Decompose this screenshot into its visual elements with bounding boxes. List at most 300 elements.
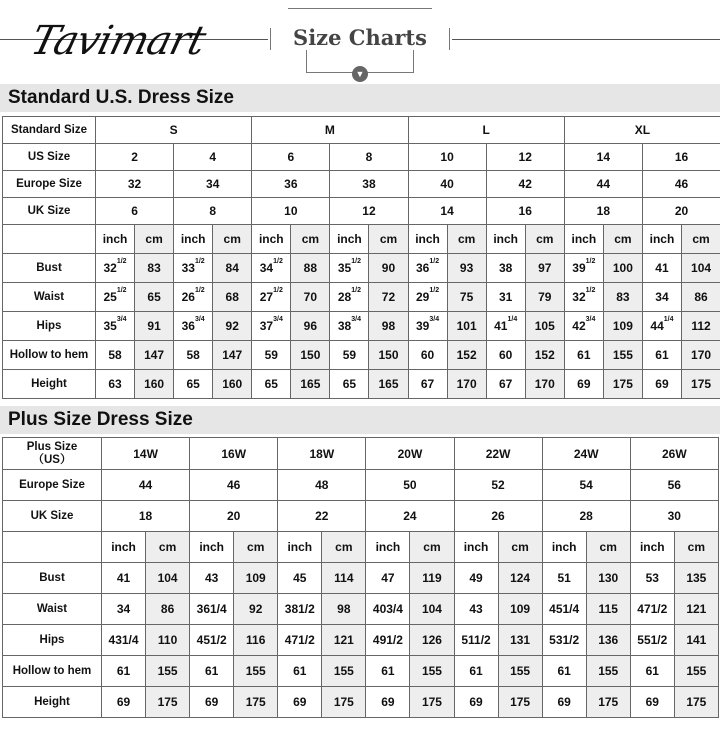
row-label: Bust — [3, 563, 102, 594]
inch-whole: 65 — [342, 377, 357, 391]
inch-value: 61 — [366, 656, 410, 687]
size-cell: 48 — [278, 470, 366, 501]
size-cell: 16 — [642, 144, 720, 171]
inch-value — [174, 341, 213, 370]
inch-header: inch — [454, 532, 498, 563]
inch-value — [408, 283, 447, 312]
inch-whole: 60 — [420, 348, 435, 362]
row-label: Standard Size — [3, 117, 96, 144]
size-cell: 42 — [486, 171, 564, 198]
inch-fraction: 1/2 — [116, 287, 127, 294]
inch-value — [408, 370, 447, 399]
measurement-row — [3, 563, 719, 594]
inch-whole: 59 — [264, 348, 278, 362]
inch-value — [408, 341, 447, 370]
measurement-row — [3, 687, 719, 718]
inch-value — [564, 312, 603, 341]
label-line: Plus Size — [26, 440, 78, 453]
inch-whole: 69 — [577, 377, 591, 391]
cm-value: 175 — [146, 687, 190, 718]
cm-value: 98 — [369, 312, 408, 341]
inch-whole: 32 — [103, 261, 117, 275]
inch-value — [174, 370, 213, 399]
inch-header: inch — [542, 532, 586, 563]
inch-value: 551/2 — [630, 625, 674, 656]
cm-value: 155 — [674, 656, 718, 687]
inch-whole: 42 — [572, 319, 586, 333]
cm-value: 152 — [447, 341, 486, 370]
size-cell: S — [96, 117, 252, 144]
cm-value: 160 — [213, 370, 252, 399]
cm-value: 101 — [447, 312, 486, 341]
cm-value: 155 — [146, 656, 190, 687]
inch-value: 45 — [278, 563, 322, 594]
cm-value: 97 — [525, 254, 564, 283]
inch-value — [174, 254, 213, 283]
europe-size-row — [3, 171, 720, 198]
cm-value: 155 — [586, 656, 630, 687]
cm-value: 175 — [322, 687, 366, 718]
inch-header: inch — [630, 532, 674, 563]
size-cell: 46 — [642, 171, 720, 198]
row-label: UK Size — [3, 198, 96, 225]
cm-header: cm — [213, 225, 252, 254]
cm-value: 160 — [135, 370, 174, 399]
inch-whole: 60 — [498, 348, 513, 362]
cm-value: 175 — [603, 370, 642, 399]
units-row — [3, 532, 719, 563]
inch-whole: 41 — [655, 261, 669, 275]
inch-value: 471/2 — [278, 625, 322, 656]
size-cell: 20 — [642, 198, 720, 225]
size-cell: 4 — [174, 144, 252, 171]
cm-value: 152 — [525, 341, 564, 370]
row-label: Bust — [3, 254, 96, 283]
chevron-down-icon: ▼ — [352, 66, 368, 82]
cm-value: 65 — [135, 283, 174, 312]
inch-fraction: 1/2 — [429, 287, 440, 294]
inch-value — [330, 312, 369, 341]
cm-value: 92 — [213, 312, 252, 341]
inch-whole: 35 — [103, 319, 117, 333]
cm-value: 150 — [369, 341, 408, 370]
label-line: （US） — [32, 453, 72, 466]
cm-value: 100 — [603, 254, 642, 283]
size-cell: 14W — [102, 438, 190, 470]
inch-value: 69 — [278, 687, 322, 718]
inch-value: 61 — [454, 656, 498, 687]
inch-header: inch — [96, 225, 135, 254]
size-cell: 16 — [486, 198, 564, 225]
inch-whole: 41 — [494, 319, 508, 333]
inch-header: inch — [102, 532, 146, 563]
size-cell: 50 — [366, 470, 454, 501]
inch-value — [564, 370, 603, 399]
cm-header: cm — [234, 532, 278, 563]
plus-section-title: Plus Size Dress Size — [0, 406, 720, 434]
inch-fraction: 1/2 — [351, 287, 361, 294]
size-cell: 10 — [408, 144, 486, 171]
inch-fraction: 1/2 — [351, 258, 361, 265]
inch-value — [642, 254, 681, 283]
size-cell: 36 — [252, 171, 330, 198]
cm-header: cm — [498, 532, 542, 563]
cm-value: 86 — [146, 594, 190, 625]
row-label: Height — [3, 687, 102, 718]
row-label: Europe Size — [3, 470, 102, 501]
inch-whole: 28 — [337, 290, 352, 304]
cm-value: 147 — [135, 341, 174, 370]
uk-size-row — [3, 198, 720, 225]
cm-value: 109 — [498, 594, 542, 625]
size-cell: 52 — [454, 470, 542, 501]
inch-value: 471/2 — [630, 594, 674, 625]
inch-fraction: 3/4 — [273, 316, 283, 323]
cm-header: cm — [447, 225, 486, 254]
size-cell: 46 — [190, 470, 278, 501]
inch-whole: 65 — [186, 377, 200, 391]
row-label: Waist — [3, 594, 102, 625]
size-cell: 6 — [252, 144, 330, 171]
standard-size-table — [2, 116, 720, 399]
inch-value: 41 — [102, 563, 146, 594]
size-cell: XL — [564, 117, 720, 144]
inch-value: 53 — [630, 563, 674, 594]
cm-value: 114 — [322, 563, 366, 594]
inch-whole: 33 — [181, 261, 195, 275]
inch-value — [252, 341, 291, 370]
inch-value: 69 — [630, 687, 674, 718]
uk-size-row — [3, 501, 719, 532]
cm-value: 170 — [681, 341, 720, 370]
inch-value — [96, 370, 135, 399]
inch-fraction: 1/2 — [585, 287, 596, 294]
cm-value: 170 — [525, 370, 564, 399]
cm-value: 155 — [498, 656, 542, 687]
inch-whole: 32 — [572, 290, 586, 304]
size-cell: 2 — [96, 144, 174, 171]
cm-value: 155 — [234, 656, 278, 687]
inch-fraction: 1/2 — [194, 287, 205, 294]
size-cell: 54 — [542, 470, 630, 501]
inch-value — [252, 370, 291, 399]
inch-whole: 29 — [416, 290, 430, 304]
inch-value — [642, 312, 681, 341]
size-cell: 44 — [102, 470, 190, 501]
inch-whole: 67 — [498, 377, 513, 391]
measurement-row — [3, 341, 720, 370]
measurement-row — [3, 625, 719, 656]
cm-value: 155 — [603, 341, 642, 370]
row-label: Hollow to hem — [3, 656, 102, 687]
size-cell: 18 — [564, 198, 642, 225]
size-cell: 6 — [96, 198, 174, 225]
inch-fraction: 1/2 — [273, 287, 283, 294]
plus-size-table — [2, 437, 719, 718]
inch-value: 451/2 — [190, 625, 234, 656]
size-cell: 26 — [454, 501, 542, 532]
cm-header: cm — [322, 532, 366, 563]
cm-value: 109 — [603, 312, 642, 341]
inch-value — [642, 283, 681, 312]
cm-value: 121 — [322, 625, 366, 656]
cm-value: 86 — [681, 283, 720, 312]
size-cell: 10 — [252, 198, 330, 225]
inch-value — [564, 254, 603, 283]
cm-value: 91 — [135, 312, 174, 341]
size-cell: 8 — [330, 144, 408, 171]
inch-value — [486, 312, 525, 341]
cm-value: 83 — [603, 283, 642, 312]
inch-value: 69 — [542, 687, 586, 718]
size-cell: L — [408, 117, 564, 144]
inch-header: inch — [174, 225, 213, 254]
inch-fraction: 3/4 — [429, 316, 440, 323]
size-cell: 16W — [190, 438, 278, 470]
size-cell: 28 — [542, 501, 630, 532]
inch-whole: 59 — [342, 348, 357, 362]
cm-header: cm — [674, 532, 718, 563]
size-cell: 18W — [278, 438, 366, 470]
inch-value — [408, 312, 447, 341]
inch-value — [96, 254, 135, 283]
cm-value: 83 — [135, 254, 174, 283]
cm-header: cm — [135, 225, 174, 254]
size-cell: 14 — [564, 144, 642, 171]
cm-value: 131 — [498, 625, 542, 656]
cm-value: 155 — [410, 656, 454, 687]
inch-value — [252, 283, 291, 312]
cm-value: 136 — [586, 625, 630, 656]
cm-value: 116 — [234, 625, 278, 656]
inch-value: 61 — [190, 656, 234, 687]
inch-whole: 37 — [259, 319, 274, 333]
cm-value: 92 — [234, 594, 278, 625]
measurement-row — [3, 656, 719, 687]
cm-value: 75 — [447, 283, 486, 312]
size-cell: M — [252, 117, 408, 144]
size-cell: 38 — [330, 171, 408, 198]
cm-value: 104 — [410, 594, 454, 625]
cm-header: cm — [681, 225, 720, 254]
inch-header: inch — [330, 225, 369, 254]
inch-value: 61 — [278, 656, 322, 687]
inch-value: 51 — [542, 563, 586, 594]
header-rule-right — [452, 39, 720, 40]
inch-value — [486, 283, 525, 312]
size-cell: 24W — [542, 438, 630, 470]
inch-header: inch — [642, 225, 681, 254]
units-row — [3, 225, 720, 254]
cm-value: 90 — [369, 254, 408, 283]
size-cell: 44 — [564, 171, 642, 198]
size-cell: 8 — [174, 198, 252, 225]
inch-whole: 25 — [103, 290, 117, 304]
header — [0, 0, 720, 82]
cm-value: 70 — [291, 283, 330, 312]
size-cell: 40 — [408, 171, 486, 198]
inch-value — [252, 254, 291, 283]
inch-value — [486, 370, 525, 399]
standard-size-row — [3, 117, 720, 144]
size-cell: 12 — [486, 144, 564, 171]
inch-whole: 27 — [259, 290, 274, 304]
cm-value: 88 — [291, 254, 330, 283]
inch-value: 69 — [454, 687, 498, 718]
inch-value: 451/4 — [542, 594, 586, 625]
inch-value — [174, 283, 213, 312]
cm-value: 165 — [369, 370, 408, 399]
measurement-row — [3, 283, 720, 312]
plus-size-row — [3, 438, 719, 470]
inch-fraction: 1/2 — [585, 258, 596, 265]
inch-whole: 65 — [264, 377, 278, 391]
units-label-blank — [3, 225, 96, 254]
size-cell: 32 — [96, 171, 174, 198]
inch-whole: 34 — [259, 261, 274, 275]
inch-value — [330, 254, 369, 283]
size-charts-title-box — [270, 8, 450, 79]
cm-header: cm — [146, 532, 190, 563]
size-cell: 22W — [454, 438, 542, 470]
measurement-row — [3, 254, 720, 283]
cm-value: 79 — [525, 283, 564, 312]
size-cell: 22 — [278, 501, 366, 532]
size-cell: 18 — [102, 501, 190, 532]
inch-value: 511/2 — [454, 625, 498, 656]
inch-header: inch — [190, 532, 234, 563]
cm-value: 110 — [146, 625, 190, 656]
cm-value: 104 — [146, 563, 190, 594]
inch-whole: 39 — [416, 319, 430, 333]
cm-value: 121 — [674, 594, 718, 625]
cm-header: cm — [603, 225, 642, 254]
cm-value: 135 — [674, 563, 718, 594]
inch-whole: 38 — [337, 319, 352, 333]
measurement-row — [3, 594, 719, 625]
inch-value — [564, 283, 603, 312]
size-cell: 24 — [366, 501, 454, 532]
inch-value: 61 — [630, 656, 674, 687]
inch-whole: 36 — [416, 261, 430, 275]
cm-header: cm — [291, 225, 330, 254]
inch-value — [642, 341, 681, 370]
inch-whole: 58 — [186, 348, 200, 362]
inch-whole: 69 — [655, 377, 669, 391]
cm-value: 147 — [213, 341, 252, 370]
inch-value — [642, 370, 681, 399]
inch-value — [252, 312, 291, 341]
inch-header: inch — [252, 225, 291, 254]
cm-value: 112 — [681, 312, 720, 341]
inch-whole: 36 — [181, 319, 195, 333]
inch-value: 69 — [190, 687, 234, 718]
row-label: Hips — [3, 312, 96, 341]
cm-value: 104 — [681, 254, 720, 283]
cm-value: 126 — [410, 625, 454, 656]
inch-value — [408, 254, 447, 283]
inch-fraction: 3/4 — [351, 316, 361, 323]
brand-logo: Tavimart — [26, 18, 210, 64]
row-label: Hips — [3, 625, 102, 656]
cm-value: 175 — [681, 370, 720, 399]
inch-header: inch — [486, 225, 525, 254]
cm-value: 115 — [586, 594, 630, 625]
cm-value: 155 — [322, 656, 366, 687]
cm-header: cm — [586, 532, 630, 563]
measurement-row — [3, 312, 720, 341]
cm-value: 119 — [410, 563, 454, 594]
inch-whole: 39 — [572, 261, 586, 275]
inch-header: inch — [408, 225, 447, 254]
inch-value: 531/2 — [542, 625, 586, 656]
row-label: Europe Size — [3, 171, 96, 198]
size-cell: 14 — [408, 198, 486, 225]
size-cell: 34 — [174, 171, 252, 198]
inch-value: 47 — [366, 563, 410, 594]
inch-whole: 35 — [337, 261, 352, 275]
inch-fraction: 3/4 — [116, 316, 127, 323]
row-label: Waist — [3, 283, 96, 312]
inch-header: inch — [366, 532, 410, 563]
inch-whole: 58 — [108, 348, 122, 362]
inch-value: 61 — [102, 656, 146, 687]
cm-value: 96 — [291, 312, 330, 341]
row-label: Hollow to hem — [3, 341, 96, 370]
cm-value: 175 — [410, 687, 454, 718]
inch-value — [330, 283, 369, 312]
europe-size-row — [3, 470, 719, 501]
us-size-row — [3, 144, 720, 171]
inch-whole: 26 — [181, 290, 195, 304]
inch-value — [96, 341, 135, 370]
size-cell: 30 — [630, 501, 718, 532]
inch-fraction: 1/2 — [194, 258, 205, 265]
cm-value: 93 — [447, 254, 486, 283]
inch-value: 69 — [366, 687, 410, 718]
cm-value: 72 — [369, 283, 408, 312]
cm-value: 175 — [234, 687, 278, 718]
cm-value: 150 — [291, 341, 330, 370]
inch-value: 403/4 — [366, 594, 410, 625]
cm-value: 175 — [498, 687, 542, 718]
inch-value: 69 — [102, 687, 146, 718]
cm-value: 124 — [498, 563, 542, 594]
inch-value — [174, 312, 213, 341]
inch-whole: 31 — [498, 290, 513, 304]
cm-value: 98 — [322, 594, 366, 625]
standard-section-title: Standard U.S. Dress Size — [0, 84, 720, 112]
inch-fraction: 1/4 — [507, 316, 518, 323]
cm-value: 175 — [586, 687, 630, 718]
inch-value: 431/4 — [102, 625, 146, 656]
inch-value — [96, 283, 135, 312]
size-cell: 20 — [190, 501, 278, 532]
inch-whole: 67 — [420, 377, 435, 391]
inch-value: 491/2 — [366, 625, 410, 656]
inch-whole: 61 — [655, 348, 669, 362]
row-label: UK Size — [3, 501, 102, 532]
row-label: US Size — [3, 144, 96, 171]
cm-value: 175 — [674, 687, 718, 718]
cm-value: 141 — [674, 625, 718, 656]
measurement-row — [3, 370, 720, 399]
inch-whole: 61 — [577, 348, 591, 362]
inch-value: 49 — [454, 563, 498, 594]
inch-header: inch — [278, 532, 322, 563]
row-label: Height — [3, 370, 96, 399]
inch-whole: 34 — [655, 290, 669, 304]
